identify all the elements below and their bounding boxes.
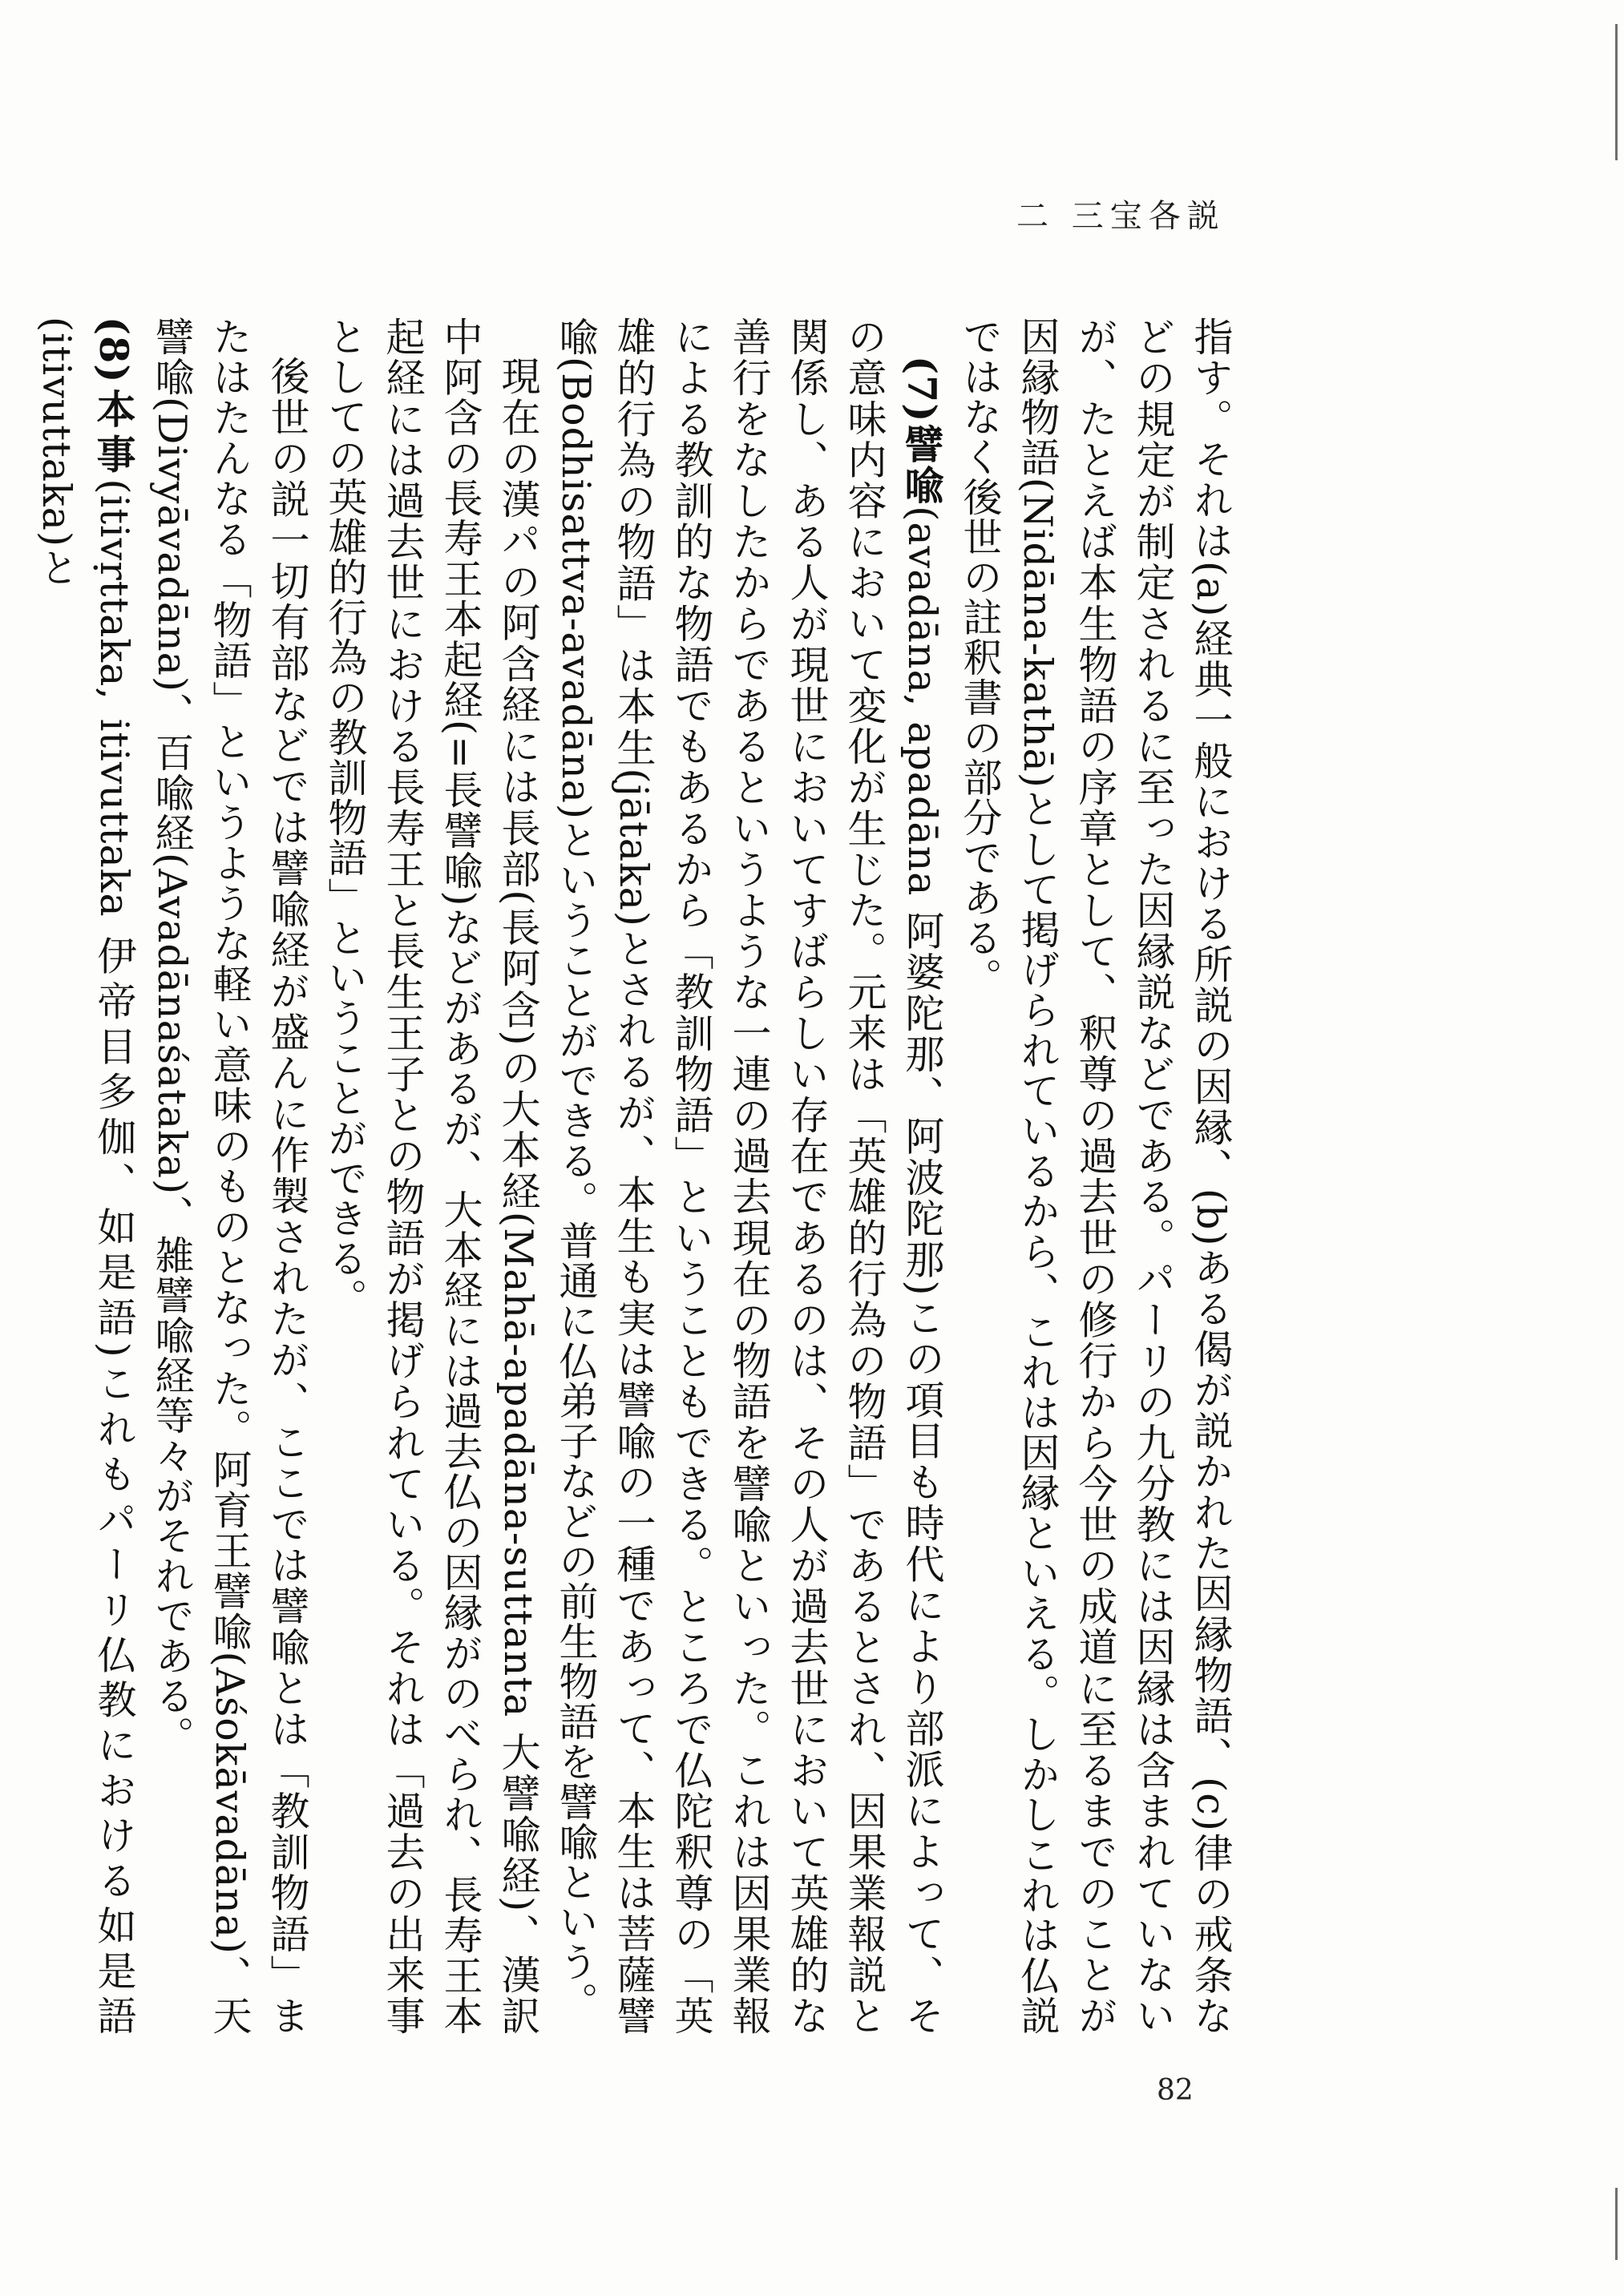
paragraph-item-7	[547, 317, 951, 2036]
paragraph	[143, 317, 316, 2036]
vertical-body-text	[34, 317, 1239, 2036]
paragraph-item-8	[27, 317, 143, 2036]
page-edge-mark	[1615, 2188, 1618, 2260]
paragraph-text: (avadāna, apadāna 阿婆陀那、阿波陀那)この項目も時代により部派によって、その意味内容において変化が生じた。元来は「英雄的行為の物語」であるとされ、因果業報説と関係し、ある人が現世においてすばらしい存在であるのは、その人が過去世において英雄的な善行をなしたからであるというような一連の過去現在の物語を譬喩といった。これは因果業報による教訓的な物語でもあるから「教訓物語」ということもできる。ところで仏陀釈尊の「英雄的行為の物語」は本生(jātaka)とされるが、本生も実は譬喩の一種であって、本生は菩薩譬喩(Bodhisattva-avadāna)ということができる。普通に仏弟子などの前生物語を譬喩という。	[553, 317, 945, 2036]
item-term: 本事	[91, 383, 137, 479]
paragraph	[316, 317, 547, 2036]
paragraph-text: (itivṛttaka, itivuttaka 伊帝目多伽、如是語)これもパーリ仏教における如是語(itivuttaka)と	[34, 317, 137, 2036]
section-header: 二 三宝各説	[1016, 198, 1226, 235]
paragraph-text: 現在の漢パの阿含経には長部(長阿含)の大本経(Mahā-apadāna-suttanta 大譬喩経)、漢訳中阿含の長寿王本起経(=長譬喩)などがあるが、大本経には過去仏の因縁がのべられ、長寿王本起経には過去世における長寿王と長生王子との物語が掲げられている。それは「過去の出来事としての英雄的行為の教訓物語」ということができる。	[322, 317, 541, 2036]
item-number: (8)	[91, 317, 137, 384]
paragraph	[951, 317, 1239, 2036]
paragraph-text: 指す。それは(a)経典一般における所説の因縁、(b)ある偈が説かれた因縁物語、(c)律の戒条などの規定が制定されるに至った因縁説などである。パーリの九分教には因縁は含まれていないが、たとえば本生物語の序章として、釈尊の過去世の修行から今世の成道に至るまでのことが因縁物語(Nidāna-kathā)として掲げられているから、これは因縁といえる。しかしこれは仏説ではなく後世の註釈書の部分である。	[957, 317, 1234, 2036]
page-number: 82	[1157, 2074, 1194, 2107]
paragraph-text: 後世の説一切有部などでは譬喩経が盛んに作製されたが、ここでは譬喩とは「教訓物語」またはたんなる「物語」というような軽い意味のものとなった。阿育王譬喩(Aśokāvadāna)、天譬喩(Divyāvadāna)、百喩経(Avadānaśataka)、雑譬喩経等々がそれである。	[149, 317, 310, 2036]
item-number: (7)	[899, 356, 945, 423]
item-term: 譬喩	[899, 422, 945, 506]
page-edge-mark	[1615, 24, 1618, 160]
